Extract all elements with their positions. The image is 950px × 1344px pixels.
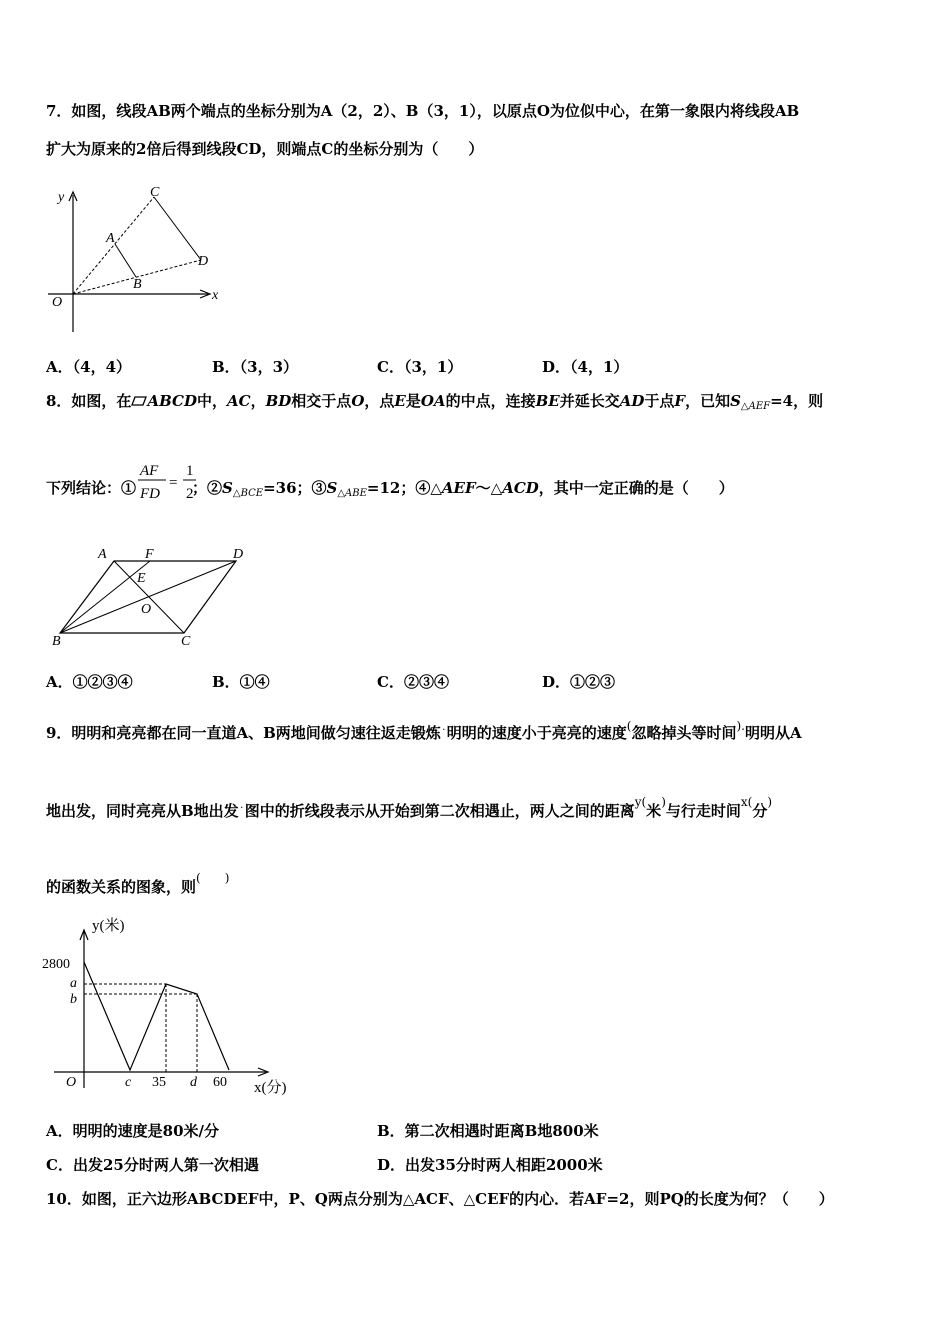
q7-stem-line2: 扩大为原来的2倍后得到线段CD，则端点C的坐标分别为（ ）	[46, 140, 484, 158]
fraction-equals: =	[169, 475, 178, 491]
q7-seg-AB	[115, 244, 136, 277]
fraction-right-denominator: 2	[186, 486, 194, 502]
q8-text: =12；④△	[366, 479, 442, 497]
q7-label-B: B	[133, 277, 142, 292]
q9-text: 的函数关系的图象，则	[46, 878, 197, 896]
q8-text: =36；③	[263, 479, 327, 497]
q8-s-symbol: S	[730, 392, 741, 410]
q7-label-A: A	[106, 231, 115, 246]
q9-option-b[interactable]: B．第二次相遇时距离B地800米	[377, 1122, 599, 1140]
q9-tick-a: a	[70, 976, 77, 991]
q8-text: 相交于点	[291, 392, 352, 410]
q9-text: 分	[752, 802, 768, 820]
q8-option-c[interactable]: C．②③④	[377, 673, 449, 691]
q9-tick-b: b	[70, 992, 77, 1007]
q9-tick-35: 35	[152, 1075, 166, 1090]
q8-e: E	[394, 392, 406, 410]
q8-text: ，	[250, 392, 266, 410]
q9-stem-line2: 地出发，同时亮亮从B地出发˙图中的折线段表示从开始到第二次相遇止，两人之间的距离$^{y(}$米)与行走时间$^{x(}$分)	[46, 795, 773, 820]
q9-text: 图中的折线段表示从开始到第二次相遇止，两人之间的距离	[244, 802, 635, 820]
q7-label-O: O	[52, 295, 63, 310]
fraction-numerator: AF	[140, 463, 159, 479]
q8-stem-line2	[46, 463, 734, 504]
q9-text: 明明的速度小于亮亮的速度	[446, 724, 627, 742]
q9-text: 地出发，同时亮亮从B地出发	[46, 802, 239, 820]
q8-label-D: D	[233, 547, 244, 562]
q9-tick-c: c	[125, 1075, 132, 1090]
q9-figure	[40, 910, 310, 1100]
q8-option-b[interactable]: B．①④	[212, 673, 270, 691]
q8-text: 中，	[197, 392, 228, 410]
q7-option-c[interactable]: C．（3，1）	[377, 358, 463, 376]
q8-label-F: F	[145, 547, 154, 562]
q8-label-E: E	[137, 571, 146, 586]
q8-aef-subscript: △AEF	[740, 401, 771, 412]
q10-stem-line1: 10．如图，正六边形ABCDEF中，P、Q两点分别为△ACF、△CEF的内心．若AF=2，则PQ的长度为何？（ ）	[46, 1190, 834, 1208]
q8-text: 的中点，连接	[445, 392, 536, 410]
fraction-denominator: FD	[140, 486, 161, 502]
q8-text: 是	[405, 392, 421, 410]
q7-option-d[interactable]: D．（4，1）	[542, 358, 629, 376]
q8-text: 并延长交	[559, 392, 620, 410]
q8-aef: AEF	[441, 479, 476, 497]
q8-bce-subscript: △BCE	[232, 488, 264, 499]
q8-text: ～△	[475, 479, 503, 497]
q9-option-c[interactable]: C．出发25分时两人第一次相遇	[46, 1156, 259, 1174]
q8-text: =4，则	[770, 392, 824, 410]
q8-acd: ACD	[502, 479, 539, 497]
q8-option-a[interactable]: A．①②③④	[46, 673, 133, 691]
q9-text: 9．明明和亮亮都在同一直道A、B两地间做匀速往返走锻炼	[46, 724, 441, 742]
q7-label-C: C	[150, 185, 160, 200]
parallelogram-icon	[131, 391, 147, 401]
q8-text: ，已知	[685, 392, 731, 410]
q8-s-symbol: S	[222, 479, 233, 497]
q9-tick-2800: 2800	[42, 957, 70, 972]
q8-option-d[interactable]: D．①②③	[542, 673, 616, 691]
fraction-right-numerator: 1	[186, 463, 194, 479]
q8-label-B: B	[52, 634, 61, 649]
q8-label-C: C	[181, 634, 191, 649]
q9-stem-line3: 的函数关系的图象，则( )	[46, 871, 230, 896]
q9-option-d[interactable]: D．出发35分时两人相距2000米	[377, 1156, 603, 1174]
q8-s-symbol: S	[326, 479, 338, 497]
q9-text: 忽略掉头等时间	[631, 724, 737, 742]
q9-graph-line	[84, 962, 229, 1070]
q8-ad: AD	[619, 392, 645, 410]
q9-x-label: x(分)	[254, 1080, 287, 1096]
q8-bd: BD	[265, 392, 292, 410]
q8-label-A: A	[98, 547, 107, 562]
q8-f: F	[674, 392, 686, 410]
q8-o: O	[351, 392, 365, 410]
q9-y-label: y(米)	[92, 918, 125, 934]
q9-text: 与行走时间	[665, 802, 741, 820]
q7-figure	[40, 180, 240, 340]
q8-text: 于点	[644, 392, 675, 410]
q7-seg-CD	[154, 197, 201, 260]
q9-x-var: x	[740, 795, 748, 809]
q9-text: 米	[646, 802, 662, 820]
q9-option-a[interactable]: A．明明的速度是80米/分	[46, 1122, 219, 1140]
q7-label-D: D	[198, 254, 209, 269]
q9-tick-60: 60	[213, 1075, 227, 1090]
q8-text: ，点	[364, 392, 395, 410]
q7-stem-line1: 7．如图，线段AB两个端点的坐标分别为A（2，2）、B（3，1），以原点O为位似中心，在第一象限内将线段AB	[46, 102, 800, 120]
q9-stem-line1: 9．明明和亮亮都在同一直道A、B两地间做匀速往返走锻炼˙明明的速度小于亮亮的速度(忽略掉头等时间).明明从A	[46, 719, 802, 742]
q9-tick-d: d	[190, 1075, 197, 1090]
q8-be: BE	[535, 392, 560, 410]
q8-abcd: ABCD	[147, 392, 197, 410]
q8-figure	[48, 540, 258, 655]
q9-y-var: y	[634, 795, 642, 809]
q7-option-a[interactable]: A．（4，4）	[46, 358, 132, 376]
q8-fraction	[136, 463, 194, 502]
q8-oa: OA	[420, 392, 446, 410]
q8-abe-subscript: △ABE	[337, 488, 367, 499]
q8-text: ；②	[192, 479, 223, 497]
q8-ac: AC	[227, 392, 251, 410]
q8-label-O: O	[141, 602, 152, 617]
q8-stem-line1	[46, 391, 823, 417]
q9-text: 明明从A	[744, 724, 802, 742]
q7-label-x: x	[212, 288, 219, 303]
q8-text: 下列结论：①	[46, 479, 137, 497]
q9-origin-O: O	[66, 1075, 77, 1090]
q8-text: 8．如图，在	[46, 392, 132, 410]
q8-text: ，其中一定正确的是（ ）	[538, 479, 734, 497]
q7-option-b[interactable]: B．（3，3）	[212, 358, 299, 376]
q7-label-y: y	[58, 190, 65, 205]
